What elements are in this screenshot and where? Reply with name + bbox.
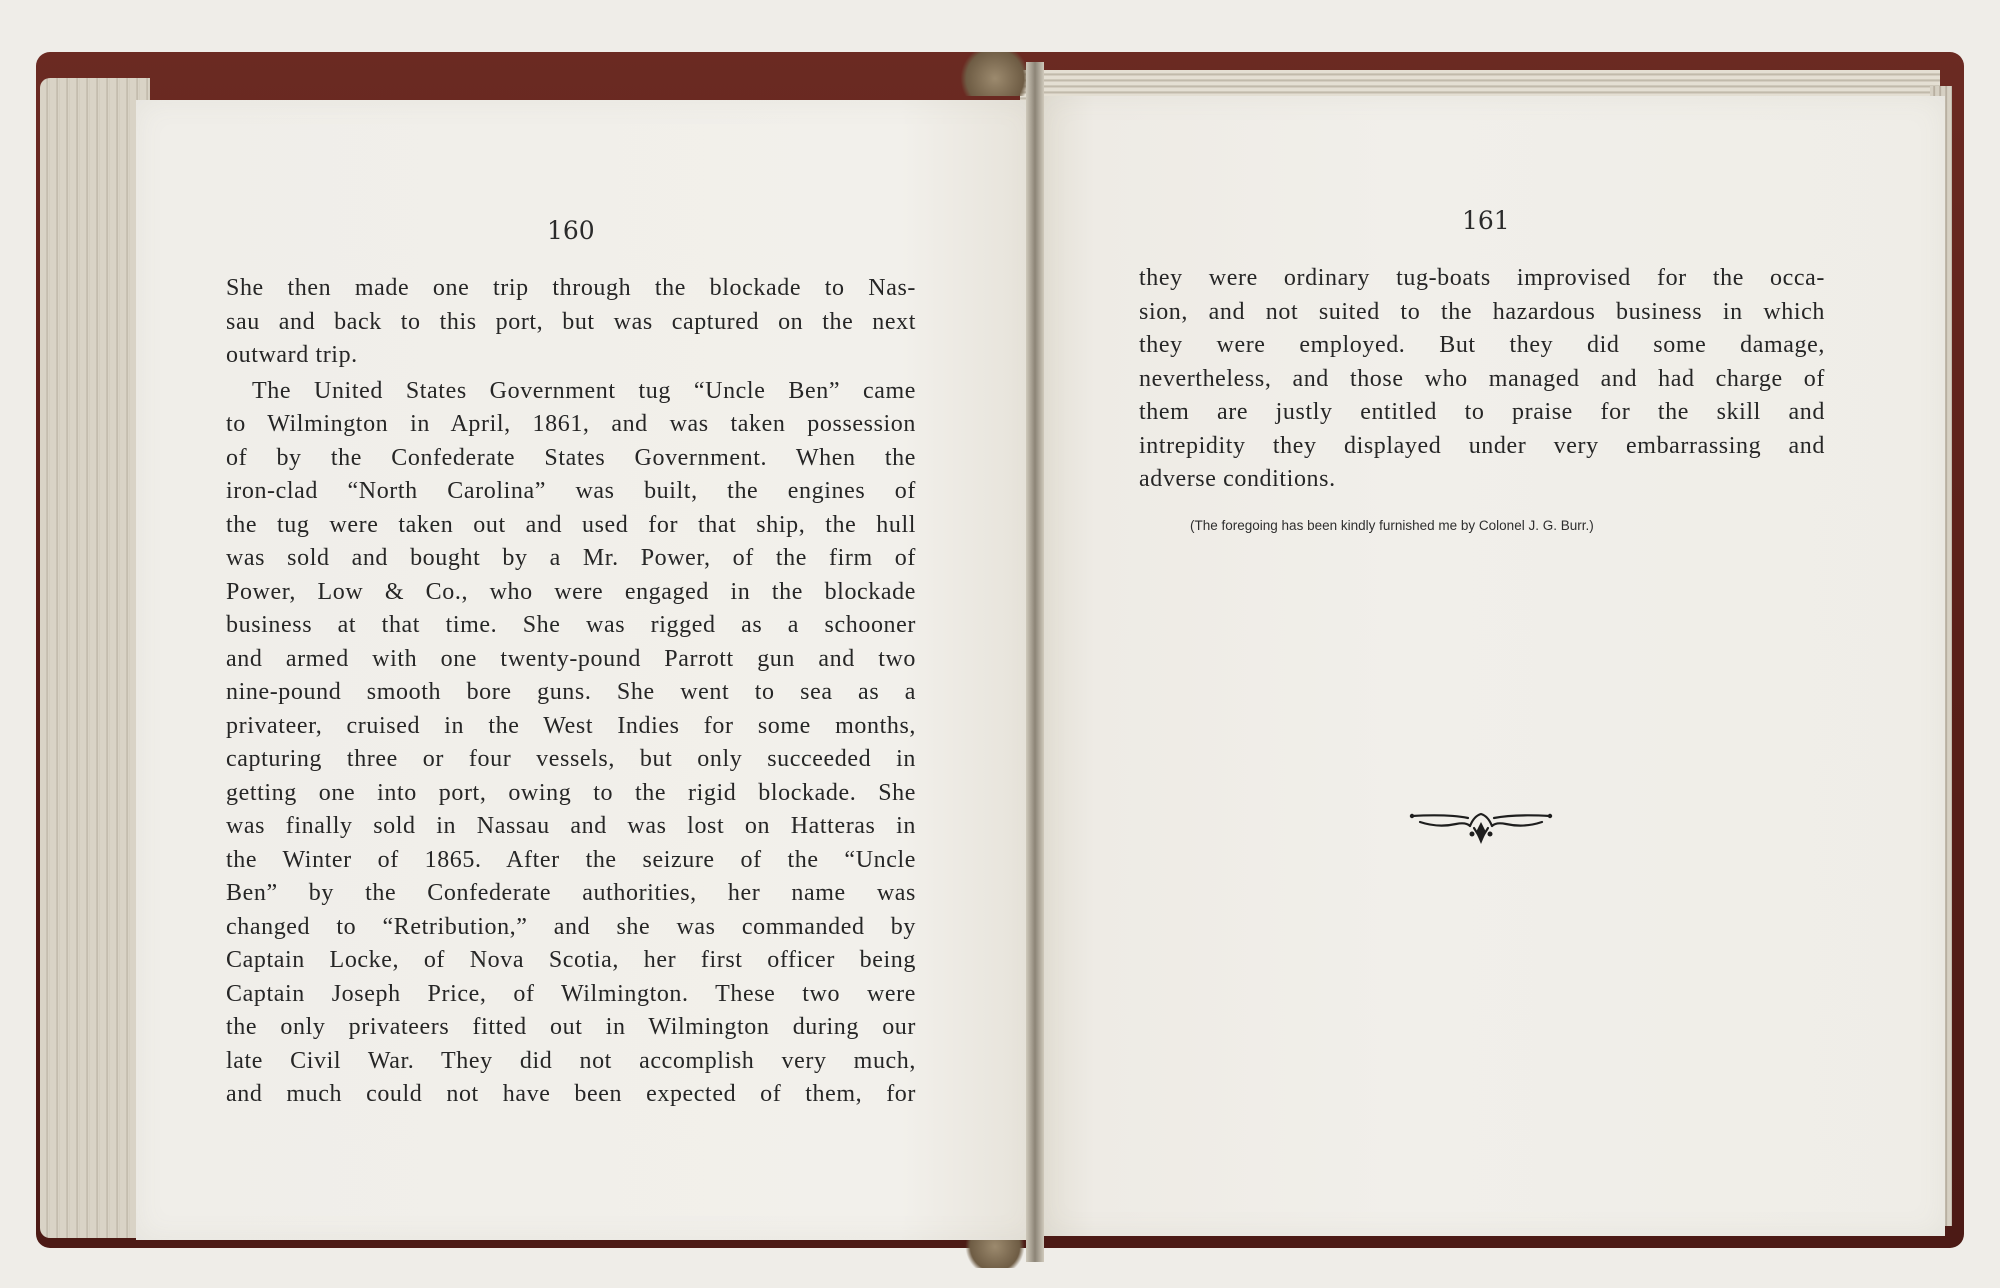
text-line: adverse conditions. [1139, 466, 1336, 492]
text-line: getting one into port, owing to the rigid blockade. She [226, 779, 916, 806]
text-line: changed to “Retribution,” and she was commanded by [226, 913, 916, 940]
text-line: intrepidity they displayed under very embarrassing and [1139, 432, 1825, 459]
page-edges-left [40, 78, 150, 1238]
text-line: was sold and bought by a Mr. Power, of the firm of [226, 545, 916, 571]
text-line: them are justly entitled to praise for the skill and [1139, 399, 1825, 425]
text-line: capturing three or four vessels, but only succeeded in [226, 746, 916, 772]
right-page-text [1139, 262, 1825, 497]
text-line: Ben” by the Confederate authorities, her name was [226, 880, 916, 906]
text-line: sion, and not suited to the hazardous business in which [1139, 298, 1825, 325]
text-line: business at that time. She was rigged as a schooner [226, 612, 916, 638]
text-line: The United States Government tug “Uncle Ben” came [252, 377, 916, 404]
left-page-text [226, 272, 916, 1112]
text-line: the only privateers fitted out in Wilmington during our [226, 1014, 916, 1040]
text-line: the tug were taken out and used for that ship, the hull [226, 511, 916, 538]
credit-note: (The foregoing has been kindly furnished me by Colonel J. G. Burr.) [1190, 518, 1594, 533]
text-line: and armed with one twenty-pound Parrott gun and two [226, 645, 916, 672]
text-line: late Civil War. They did not accomplish very much, [226, 1047, 916, 1074]
text-line: privateer, cruised in the West Indies for some months, [226, 712, 916, 739]
text-line: of by the Confederate States Government. When the [226, 444, 916, 471]
text-line: nine-pound smooth bore guns. She went to sea as a [226, 679, 916, 705]
text-line: they were ordinary tug-boats improvised for the occa- [1139, 265, 1825, 291]
text-line: outward trip. [226, 342, 358, 368]
text-line: Captain Joseph Price, of Wilmington. These two were [226, 980, 916, 1007]
text-line: Power, Low & Co., who were engaged in the blockade [226, 578, 916, 605]
text-line: to Wilmington in April, 1861, and was taken possession [226, 411, 916, 437]
page-number-right: 161 [1462, 206, 1510, 235]
text-line: and much could not have been expected of them, for [226, 1081, 916, 1107]
decorative-ornament-icon [1408, 804, 1554, 846]
text-line: the Winter of 1865. After the seizure of the “Uncle [226, 846, 916, 873]
text-line: sau and back to this port, but was captured on the next [226, 308, 916, 335]
text-line: Captain Locke, of Nova Scotia, her first officer being [226, 947, 916, 973]
page-number-left: 160 [547, 216, 595, 245]
text-line: they were employed. But they did some damage, [1139, 332, 1825, 358]
text-line: nevertheless, and those who managed and had charge of [1139, 365, 1825, 392]
text-line: She then made one trip through the blockade to Nas- [226, 275, 916, 301]
book-gutter [1026, 62, 1044, 1262]
text-line: was finally sold in Nassau and was lost on Hatteras in [226, 813, 916, 839]
text-line: iron-clad “North Carolina” was built, the engines of [226, 478, 916, 504]
binding-thread-top [955, 52, 1035, 96]
